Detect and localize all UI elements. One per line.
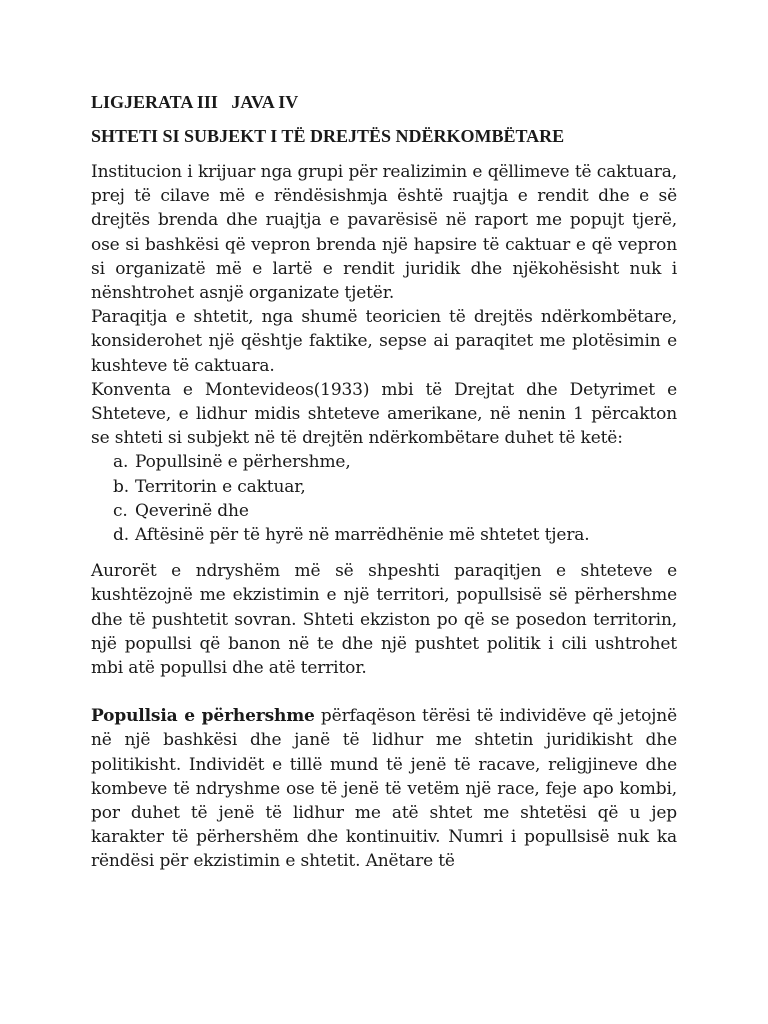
list-item-text: Qeverinë dhe — [135, 500, 249, 521]
list-marker: b. — [113, 476, 129, 497]
spacer — [91, 680, 677, 704]
list-item — [91, 450, 677, 474]
lecture-title: LIGJERATA III JAVA IV — [91, 92, 299, 112]
population-term: Popullsia e përhershme — [91, 706, 315, 727]
paragraph-appearance: Paraqitja e shtetit, nga shumë teoricien të drejtës ndërkombëtare, konsiderohet një qështje faktike, sepse ai paraqitet me plotësimin e kushteve të caktuara. — [91, 307, 677, 376]
list-marker: d. — [113, 525, 129, 546]
paragraph-montevideo: Konventa e Montevideos(1933) mbi të Drejtat dhe Detyrimet e Shteteve, e lidhur midis shteteve amerikane, në nenin 1 përcakton se shteti si subjekt në të drejtën ndërkombëtare duhet të ketë: — [91, 379, 677, 449]
list-item — [91, 499, 677, 523]
section-title: SHTETI SI SUBJEKT I TË DREJTËS NDËRKOMBËTARE — [91, 126, 565, 146]
list-item-text: Aftësinë për të hyrë në marrëdhënie më shtetet tjera. — [135, 525, 590, 546]
paragraph-population — [91, 704, 677, 873]
list-item — [91, 475, 677, 499]
paragraph-authors: Aurorët e ndryshëm më së shpeshti paraqitjen e shteteve e kushtëzojnë me ekzistimin e një territori, popullsisë së përhershme dhe të pushtetit sovran. Shteti ekziston po që se posedon territorin, një popullsi që banon në te dhe një pushtet politik i cili ushtrohet mbi atë popullsi dhe atë territor. — [91, 561, 677, 679]
paragraph-definition: Institucion i krijuar nga grupi për realizimin e qëllimeve të caktuara, prej të cilave më e rëndësishmja është ruajtja e rendit dhe e së drejtës brenda dhe ruajtja e pavarësisë në raport me popujt tjerë, ose si bashkësi që vepron brenda një hapsire të caktuar e që vepron si organizatë më e lartë e rendit juridik dhe njëkohësisht nuk i nënshtrohet asnjë organizate tjetër. — [91, 162, 677, 304]
list-item — [91, 523, 677, 547]
criteria-list — [91, 450, 677, 547]
list-item-text: Territorin e caktuar, — [135, 476, 306, 497]
list-item-text: Popullsinë e përhershme, — [135, 452, 351, 473]
list-marker: a. — [113, 452, 129, 473]
list-marker: c. — [113, 500, 128, 521]
spacer — [91, 547, 677, 559]
document-page — [91, 90, 677, 874]
population-text: përfaqëson tërësi të individëve që jetojnë në një bashkësi dhe janë të lidhur me shtetin juridikisht dhe politikisht. Individët e tillë mund të jenë të racave, religjineve dhe kombeve të ndryshme ose të jenë të vetëm një race, feje apo kombi, por duhet të jenë të lidhur me atë shtet me shtetësi që u jep karakter të përhershëm dhe kontinuitiv. Numri i popullsisë nuk ka rëndësi për ekzistimin e shtetit. Anëtare të — [91, 706, 677, 872]
